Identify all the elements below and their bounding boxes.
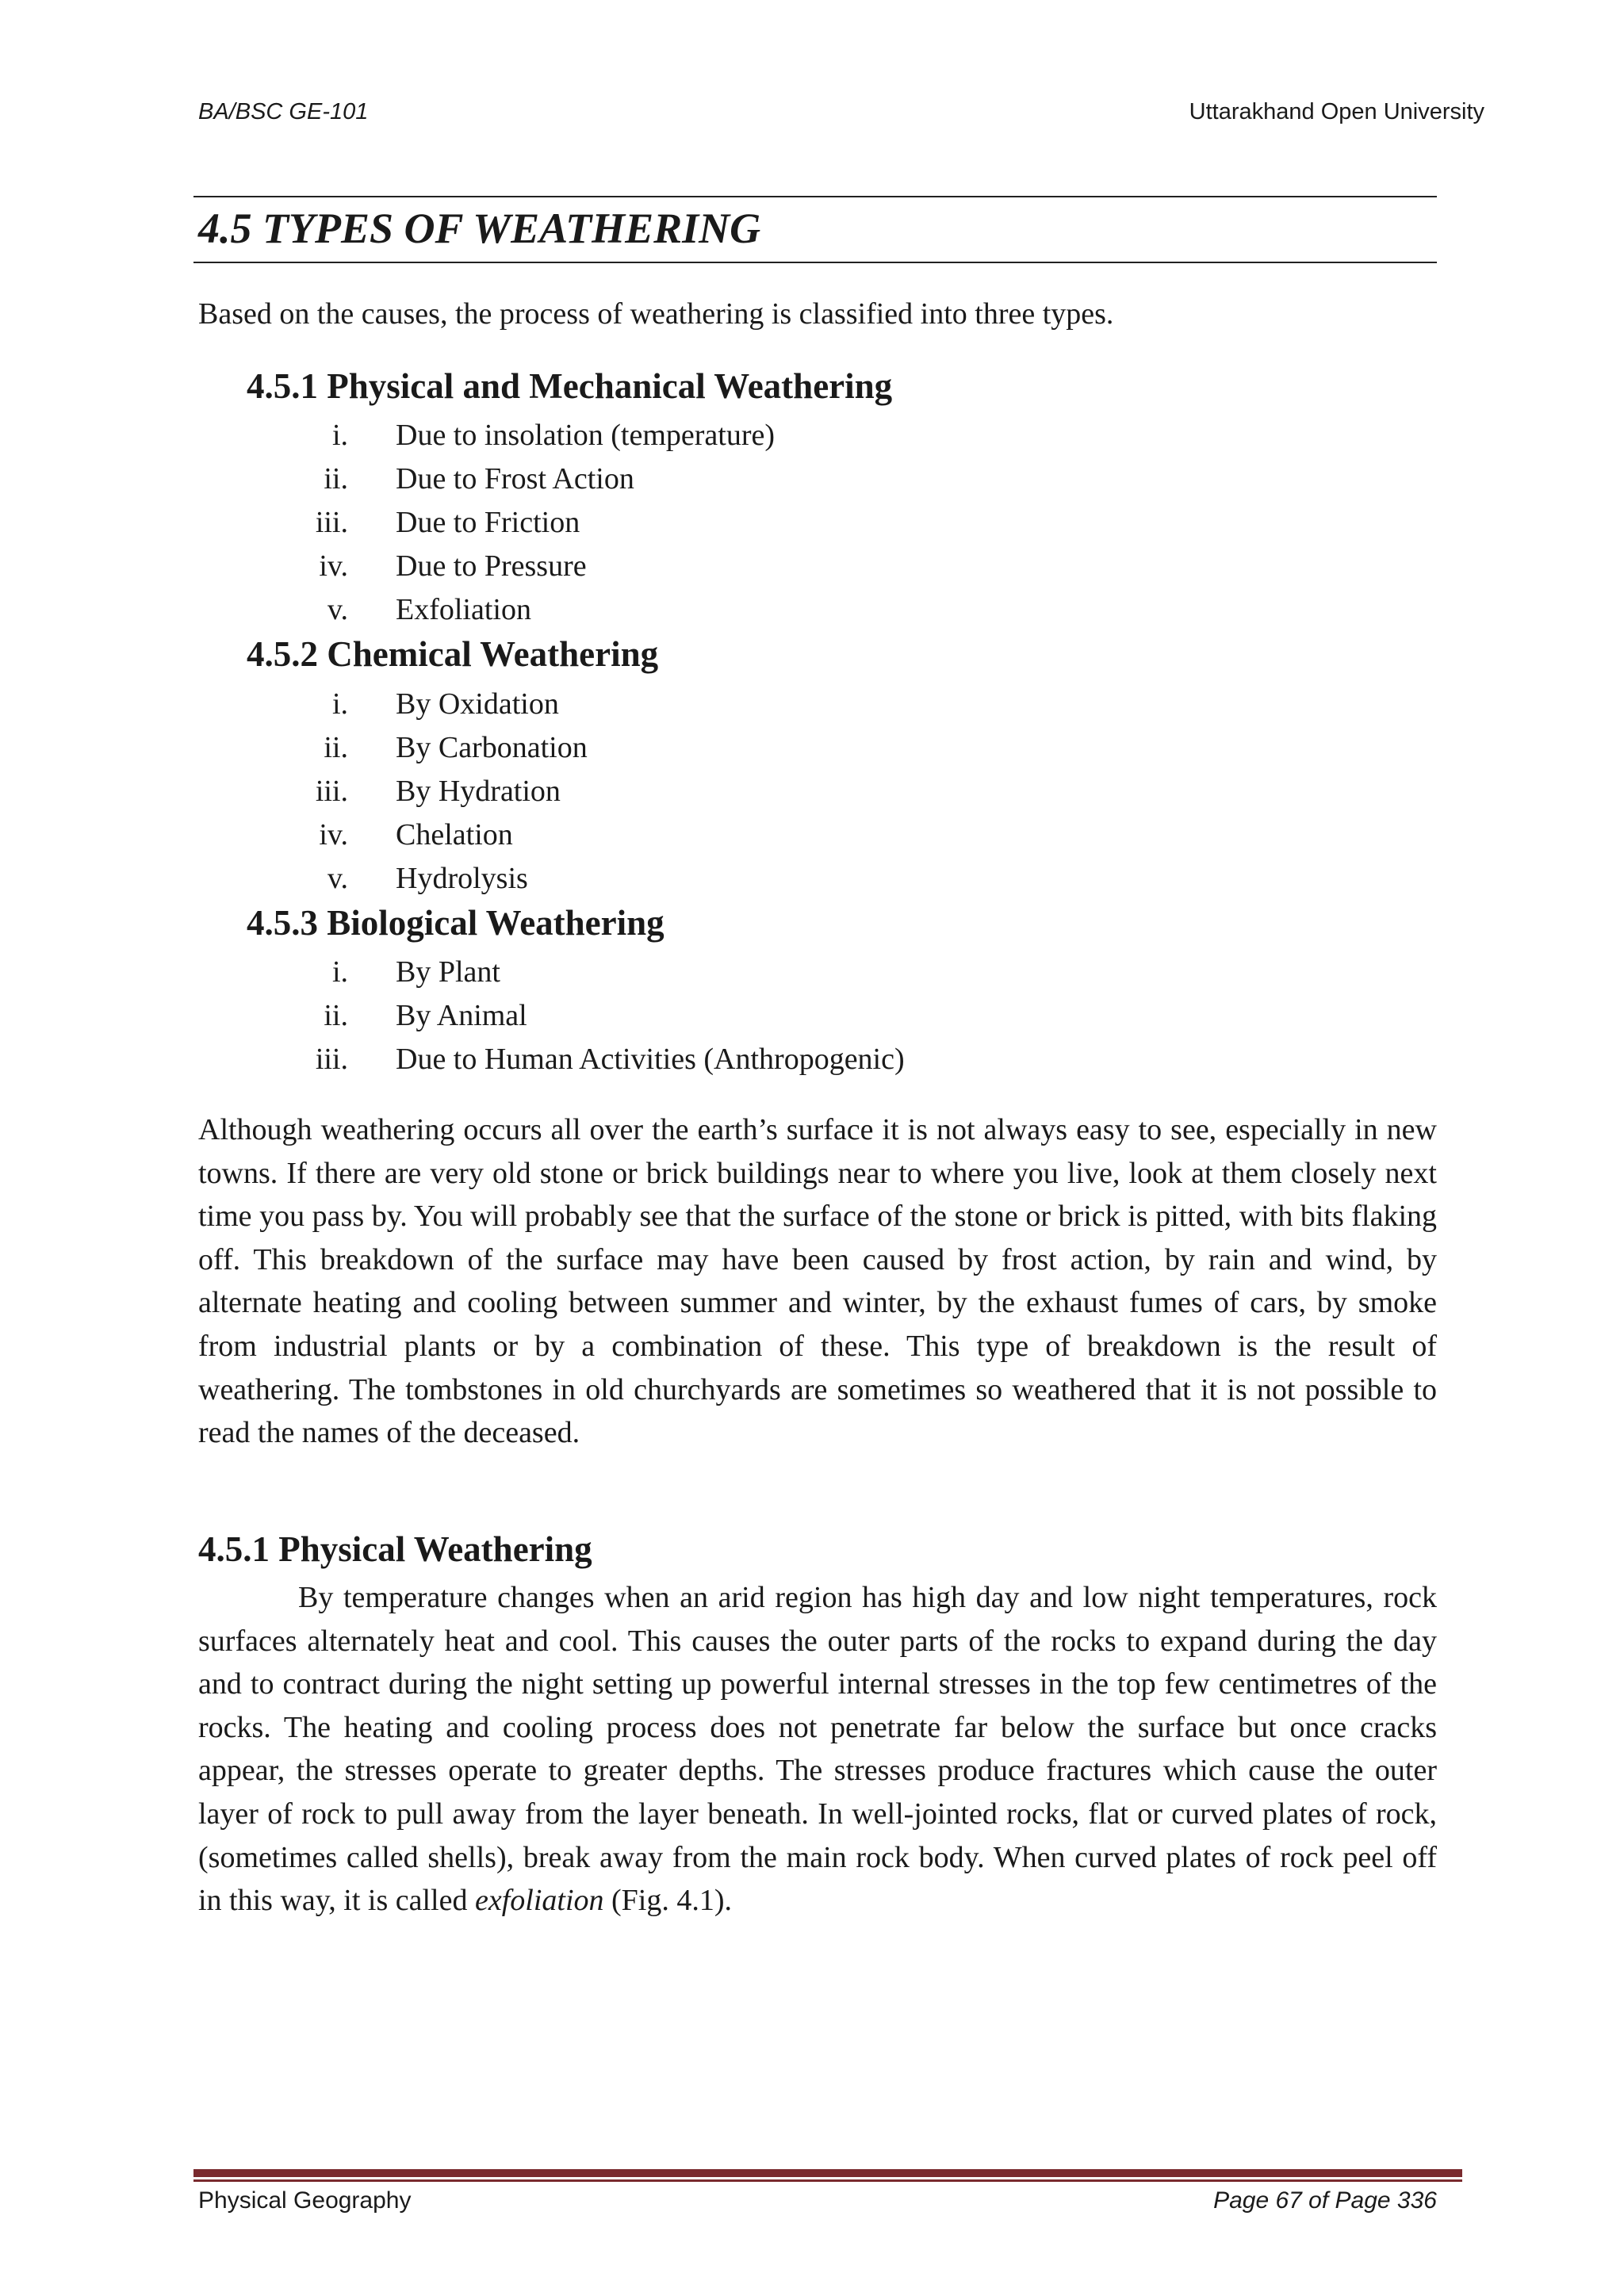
figure-reference: (Fig. 4.1).	[603, 1884, 733, 1918]
list-item-text: Due to Friction	[396, 506, 580, 539]
list-item-text: By Oxidation	[396, 687, 559, 721]
list-item-text: Exfoliation	[396, 593, 531, 626]
list-item-number: i.	[331, 419, 348, 452]
exfoliation-term: exfoliation	[474, 1884, 604, 1918]
physical-weathering-heading: 4.5.1 Physical Weathering	[198, 1529, 592, 1569]
subsection-heading-physical-mechanical: 4.5.1 Physical and Mechanical Weathering	[247, 366, 893, 406]
list-item-number: iii.	[315, 506, 348, 539]
university-name: Uttarakhand Open University	[1189, 99, 1484, 124]
intro-text: Based on the causes, the process of weathering is classified into three types.	[198, 297, 1114, 331]
list-item-number: iv.	[319, 818, 348, 851]
list-item-text: Hydrolysis	[396, 862, 528, 895]
physical-weathering-text: By temperature changes when an arid region has high day and low night temperatures, rock surfaces alternately heat and cool. This causes the outer parts of the rocks to expand during the day and to contract during the night setting up powerful internal stresses in the top few centimetres of the rocks. The heating and cooling process does not penetrate far below the surface but once cracks appear, the stresses operate to greater depths. The stresses produce fractures which cause the outer layer of rock to pull away from the layer beneath. In well-jointed rocks, flat or curved plates of rock, (sometimes called shells), break away from the main rock body. When curved plates of rock peel off in this way, it is called	[198, 1581, 1437, 1918]
page-number: Page 67 of Page 336	[1213, 2187, 1437, 2214]
list-item-text: Chelation	[396, 818, 513, 851]
chapter-title: 4.5 TYPES OF WEATHERING	[198, 205, 761, 252]
list-item-text: By Plant	[396, 955, 500, 989]
list-item-text: By Carbonation	[396, 731, 588, 764]
title-rule-top	[193, 196, 1437, 197]
list-item-text: Due to Human Activities (Anthropogenic)	[396, 1043, 905, 1076]
subsection-heading-biological: 4.5.3 Biological Weathering	[247, 903, 665, 943]
list-item-text: Due to insolation (temperature)	[396, 419, 776, 452]
list-item-text: Due to Pressure	[396, 549, 587, 583]
list-item-number: iii.	[315, 1043, 348, 1076]
list-item-number: i.	[331, 687, 348, 721]
list-item-number: ii.	[324, 731, 348, 764]
course-code: BA/BSC GE-101	[198, 99, 369, 124]
list-item-number: ii.	[324, 999, 348, 1032]
list-item-text: By Hydration	[396, 775, 561, 808]
footer-rule	[193, 2169, 1462, 2182]
list-item-text: Due to Frost Action	[396, 462, 634, 496]
subsection-heading-chemical: 4.5.2 Chemical Weathering	[247, 634, 659, 674]
list-item-text: By Animal	[396, 999, 527, 1032]
list-item-number: i.	[331, 955, 348, 989]
list-item-number: iv.	[319, 549, 348, 583]
list-item-number: iii.	[315, 775, 348, 808]
list-item-number: ii.	[324, 462, 348, 496]
physical-weathering-paragraph	[198, 1576, 1437, 1923]
title-rule-bottom	[193, 262, 1437, 263]
weathering-overview-paragraph: Although weathering occurs all over the earth’s surface it is not always easy to see, especially in new towns. If there are very old stone or brick buildings near to where you live, look at them closely next time you pass by. You will probably see that the surface of the stone or brick is pitted, with bits flaking off. This breakdown of the surface may have been caused by frost action, by rain and wind, by alternate heating and cooling between summer and winter, by the exhaust fumes of cars, by smoke from industrial plants or by a combination of these. This type of breakdown is the result of weathering. The tombstones in old churchyards are sometimes so weathered that it is not possible to read the names of the deceased.	[198, 1113, 1437, 1450]
footer-rule-thin	[193, 2179, 1462, 2182]
list-item-number: v.	[327, 593, 348, 626]
footer-subject: Physical Geography	[198, 2187, 412, 2214]
footer-rule-thick	[193, 2169, 1462, 2177]
list-item-number: v.	[327, 862, 348, 895]
